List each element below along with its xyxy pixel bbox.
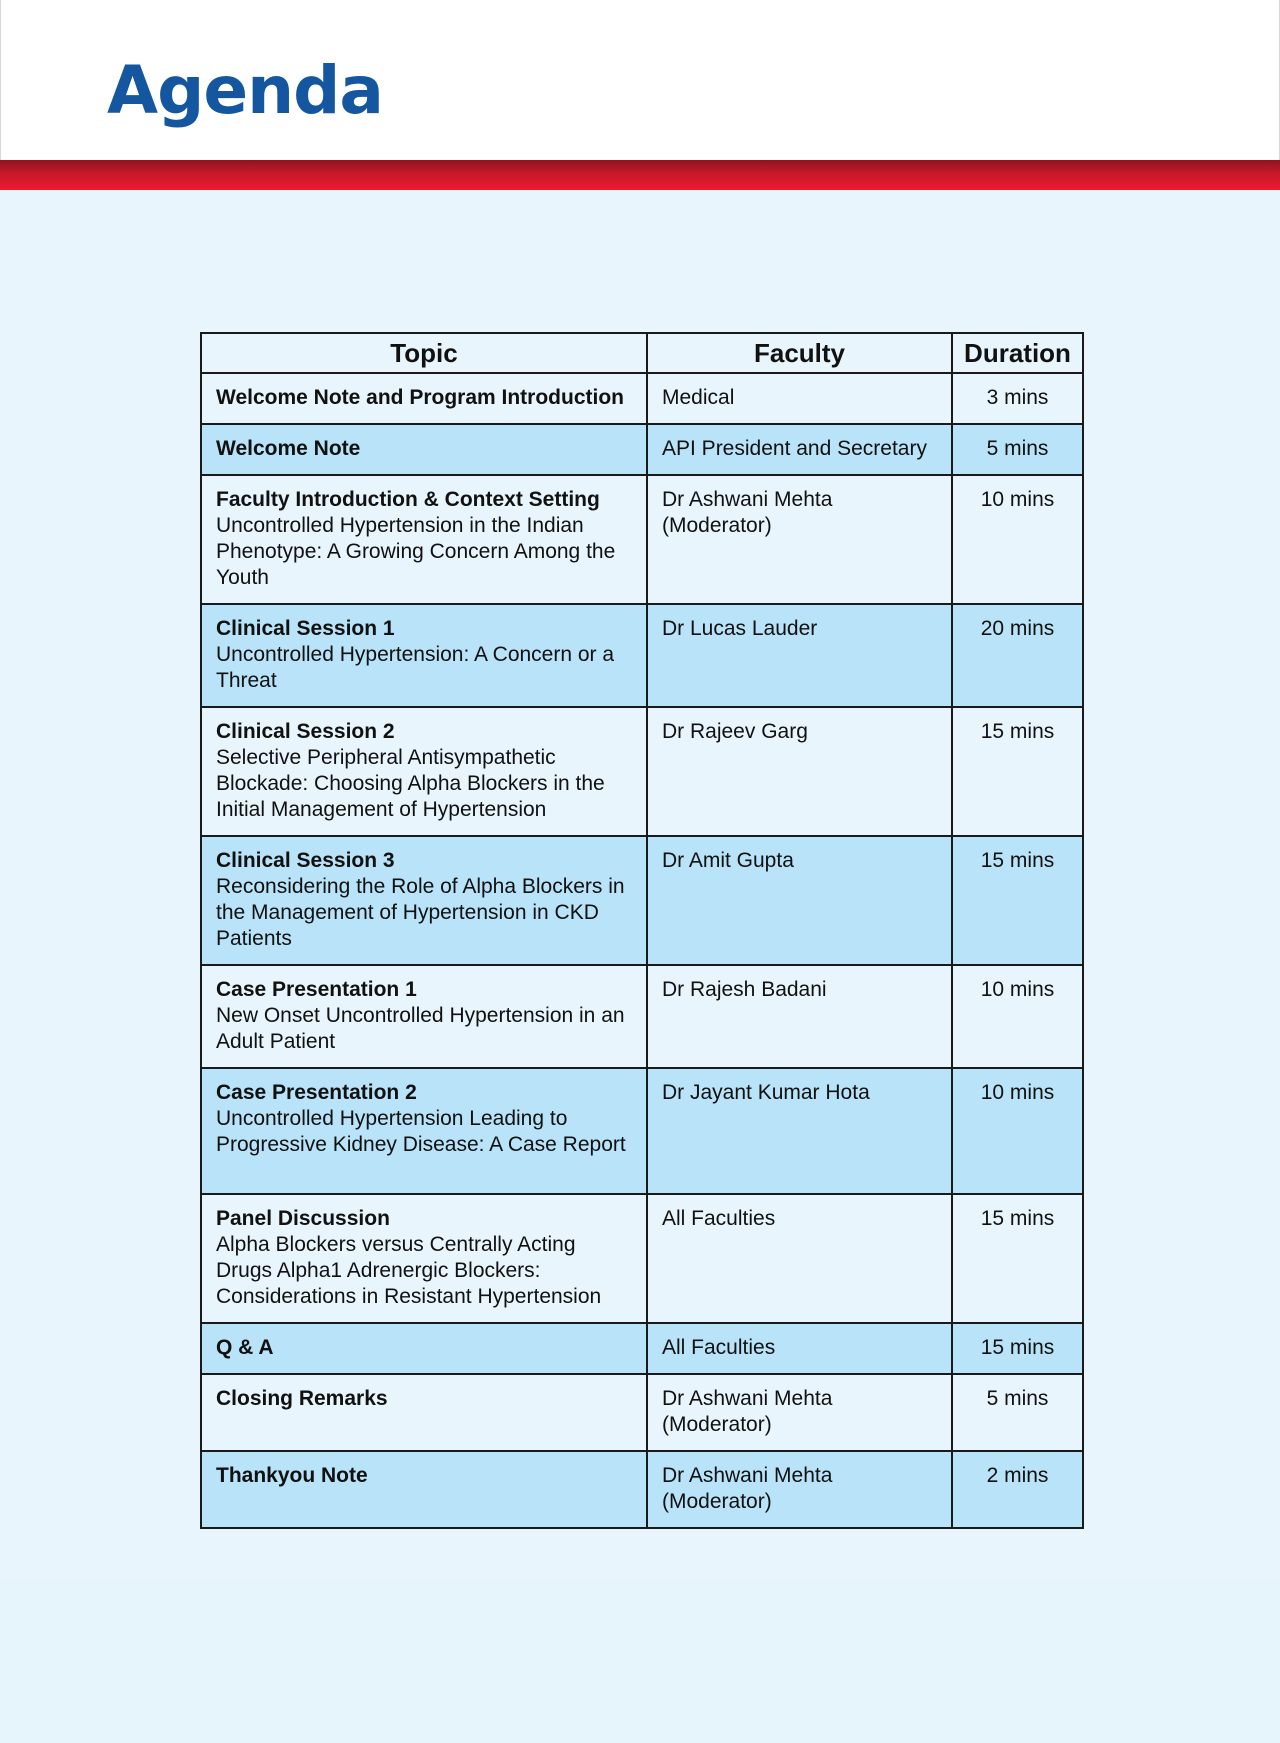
topic-title: Case Presentation 2 xyxy=(216,1081,417,1104)
duration-cell: 3 mins xyxy=(952,373,1083,424)
topic-title: Case Presentation 1 xyxy=(216,978,417,1001)
faculty-cell: Dr Rajesh Badani xyxy=(647,965,952,1068)
topic-cell xyxy=(201,604,647,707)
topic-detail: New Onset Uncontrolled Hypertension in an Adult Patient xyxy=(216,1004,625,1053)
topic-title: Welcome Note and Program Introduction xyxy=(216,386,624,409)
table-row xyxy=(201,1374,1083,1451)
page-header xyxy=(0,0,1280,160)
table-row xyxy=(201,1068,1083,1194)
page-footer-band xyxy=(0,1580,1280,1743)
duration-cell: 15 mins xyxy=(952,1323,1083,1374)
agenda-table xyxy=(200,332,1084,1529)
table-row xyxy=(201,965,1083,1068)
topic-title: Clinical Session 2 xyxy=(216,720,395,743)
topic-cell xyxy=(201,707,647,836)
duration-column-header: Duration xyxy=(952,333,1083,373)
table-row xyxy=(201,1451,1083,1528)
topic-title: Closing Remarks xyxy=(216,1387,388,1410)
table-row xyxy=(201,475,1083,604)
topic-cell xyxy=(201,836,647,965)
table-row xyxy=(201,1323,1083,1374)
topic-cell xyxy=(201,1323,647,1374)
topic-title: Welcome Note xyxy=(216,437,361,460)
faculty-cell: Dr Lucas Lauder xyxy=(647,604,952,707)
faculty-cell: Dr Jayant Kumar Hota xyxy=(647,1068,952,1194)
topic-cell xyxy=(201,424,647,475)
topic-detail: Alpha Blockers versus Centrally Acting Drugs Alpha1 Adrenergic Blockers: Considerations in Resistant Hypertension xyxy=(216,1233,602,1308)
topic-cell xyxy=(201,1194,647,1323)
table-row xyxy=(201,836,1083,965)
duration-cell: 10 mins xyxy=(952,475,1083,604)
topic-detail: Uncontrolled Hypertension: A Concern or a Threat xyxy=(216,643,615,692)
topic-title: Q & A xyxy=(216,1336,274,1359)
faculty-column-header: Faculty xyxy=(647,333,952,373)
faculty-cell: Dr Amit Gupta xyxy=(647,836,952,965)
faculty-cell: All Faculties xyxy=(647,1323,952,1374)
topic-detail: Uncontrolled Hypertension Leading to Progressive Kidney Disease: A Case Report xyxy=(216,1107,626,1156)
topic-cell xyxy=(201,1374,647,1451)
topic-title: Faculty Introduction & Context Setting xyxy=(216,488,600,511)
topic-cell xyxy=(201,1451,647,1528)
agenda-table-container xyxy=(200,332,1082,1529)
table-row xyxy=(201,424,1083,475)
topic-column-header: Topic xyxy=(201,333,647,373)
faculty-cell: Dr Rajeev Garg xyxy=(647,707,952,836)
topic-cell xyxy=(201,965,647,1068)
table-row xyxy=(201,1194,1083,1323)
duration-cell: 15 mins xyxy=(952,836,1083,965)
topic-title: Panel Discussion xyxy=(216,1207,390,1230)
topic-title: Clinical Session 3 xyxy=(216,849,395,872)
topic-detail: Reconsidering the Role of Alpha Blockers in the Management of Hypertension in CKD Patients xyxy=(216,875,625,950)
page-title: Agenda xyxy=(107,52,383,129)
topic-detail: Selective Peripheral Antisympathetic Blockade: Choosing Alpha Blockers in the Initial Management of Hypertension xyxy=(216,746,605,821)
duration-cell: 10 mins xyxy=(952,965,1083,1068)
duration-cell: 2 mins xyxy=(952,1451,1083,1528)
duration-cell: 20 mins xyxy=(952,604,1083,707)
topic-cell xyxy=(201,1068,647,1194)
table-header-row xyxy=(201,333,1083,373)
faculty-cell: Dr Ashwani Mehta (Moderator) xyxy=(647,1451,952,1528)
faculty-cell: Medical xyxy=(647,373,952,424)
duration-cell: 5 mins xyxy=(952,1374,1083,1451)
topic-detail: Uncontrolled Hypertension in the Indian Phenotype: A Growing Concern Among the Youth xyxy=(216,514,616,589)
faculty-cell: All Faculties xyxy=(647,1194,952,1323)
faculty-cell: Dr Ashwani Mehta (Moderator) xyxy=(647,475,952,604)
duration-cell: 15 mins xyxy=(952,707,1083,836)
faculty-cell: API President and Secretary xyxy=(647,424,952,475)
topic-cell xyxy=(201,475,647,604)
header-accent-bar xyxy=(0,160,1280,190)
table-row xyxy=(201,373,1083,424)
table-row xyxy=(201,604,1083,707)
topic-cell xyxy=(201,373,647,424)
topic-title: Thankyou Note xyxy=(216,1464,368,1487)
topic-title: Clinical Session 1 xyxy=(216,617,395,640)
table-row xyxy=(201,707,1083,836)
faculty-cell: Dr Ashwani Mehta (Moderator) xyxy=(647,1374,952,1451)
agenda-table-body xyxy=(201,373,1083,1528)
duration-cell: 15 mins xyxy=(952,1194,1083,1323)
duration-cell: 5 mins xyxy=(952,424,1083,475)
duration-cell: 10 mins xyxy=(952,1068,1083,1194)
